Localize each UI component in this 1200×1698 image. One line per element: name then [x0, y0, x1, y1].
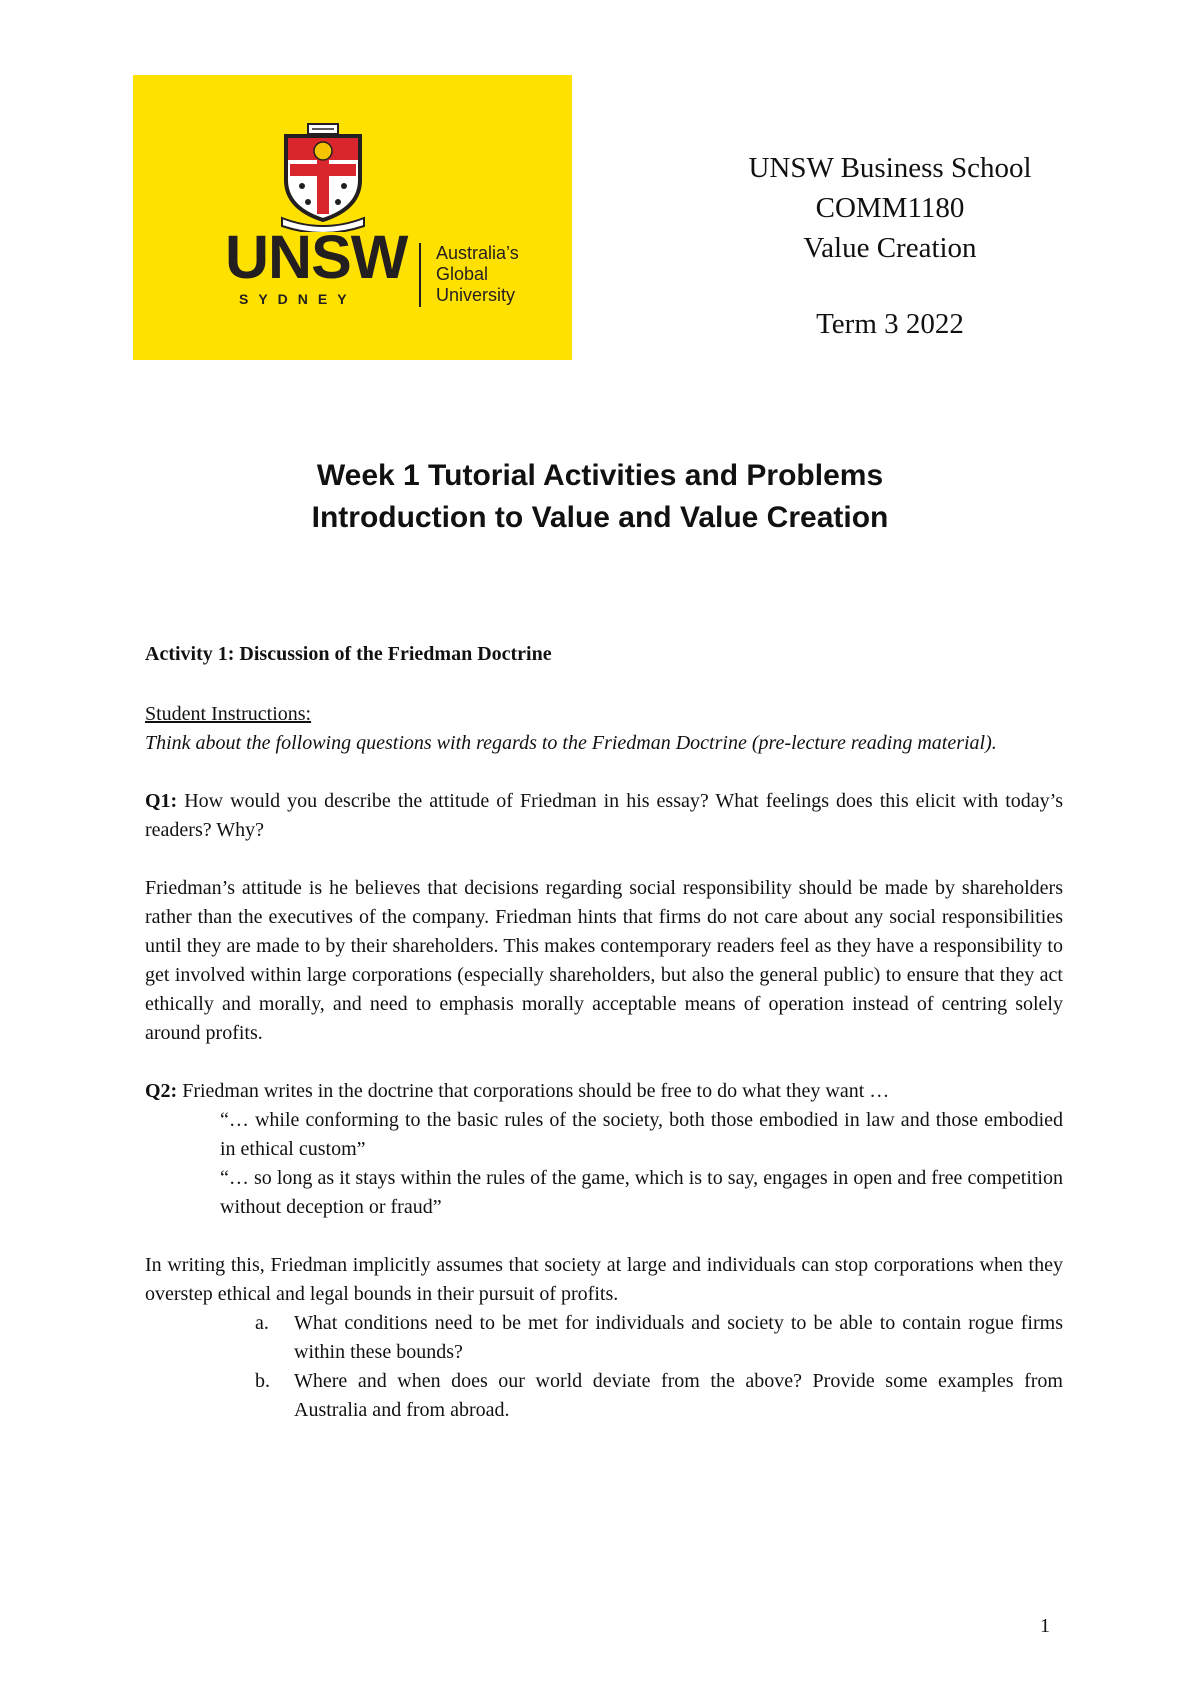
instructions-text: Think about the following questions with regards to the Friedman Doctrine (pre-lecture reading material). — [145, 732, 997, 754]
sub-question-list — [145, 1309, 1063, 1425]
unsw-logo — [133, 75, 572, 360]
course-code: COMM1180 — [815, 192, 965, 224]
question-2-label: Q2: — [145, 1080, 178, 1102]
activity-heading: Activity 1: Discussion of the Friedman Doctrine — [145, 643, 552, 665]
quote-1: “… while conforming to the basic rules of the society, both those embodied in law and those embodied in ethical custom” — [220, 1109, 1063, 1160]
tagline-line: Australia’s — [436, 243, 519, 263]
logo-tagline — [436, 243, 519, 306]
answer-1: Friedman’s attitude is he believes that decisions regarding social responsibility should be made by shareholders rather than the executives of the company. Friedman hints that firms do not care about any social responsibilities until they are made to by their shareholders. This makes contemporary readers feel as they have a responsibility to get involved within large corporations (especially shareholders, but also the general public) to ensure that they act ethically and morally, and need to emphasis morally acceptable means of operation instead of centring solely around profits. — [145, 877, 1063, 1044]
logo-wordmark: UNSW — [225, 223, 408, 291]
question-1 — [145, 787, 1063, 845]
list-item — [145, 1309, 1063, 1367]
question-1-text: How would you describe the attitude of Friedman in his essay? What feelings does this elicit with today’s readers? Why? — [145, 790, 1063, 841]
quote-2: “… so long as it stays within the rules of the game, which is to say, engages in open and free competition without deception or fraud” — [220, 1167, 1063, 1218]
list-marker: a. — [255, 1312, 269, 1334]
unsw-crest-icon — [280, 122, 366, 232]
page-number: 1 — [1040, 1615, 1050, 1637]
instructions-label: Student Instructions: — [145, 703, 312, 725]
list-marker: b. — [255, 1370, 270, 1392]
tagline-line: Global — [436, 264, 489, 284]
school-name: UNSW Business School — [748, 152, 1032, 184]
question-2 — [145, 1077, 1063, 1106]
title-line-2: Introduction to Value and Value Creation — [311, 501, 889, 534]
page-title — [0, 455, 1200, 539]
list-item-text: Where and when does our world deviate from the above? Provide some examples from Australia and from abroad. — [294, 1370, 1063, 1421]
list-item — [145, 1367, 1063, 1425]
tagline-line: University — [436, 285, 516, 305]
course-header — [690, 148, 1090, 344]
logo-location: SYDNEY — [239, 291, 357, 307]
term: Term 3 2022 — [816, 308, 964, 340]
logo-divider — [419, 243, 421, 307]
question-1-label: Q1: — [145, 790, 178, 812]
document-body — [145, 640, 1063, 1425]
title-line-1: Week 1 Tutorial Activities and Problems — [316, 459, 884, 492]
list-item-text: What conditions need to be met for individuals and society to be able to contain rogue firms within these bounds? — [294, 1312, 1063, 1363]
question-2-text: Friedman writes in the doctrine that corporations should be free to do what they want … — [177, 1080, 890, 1102]
course-name: Value Creation — [803, 232, 977, 264]
context-paragraph: In writing this, Friedman implicitly assumes that society at large and individuals can stop corporations when they overstep ethical and legal bounds in their pursuit of profits. — [145, 1254, 1063, 1305]
